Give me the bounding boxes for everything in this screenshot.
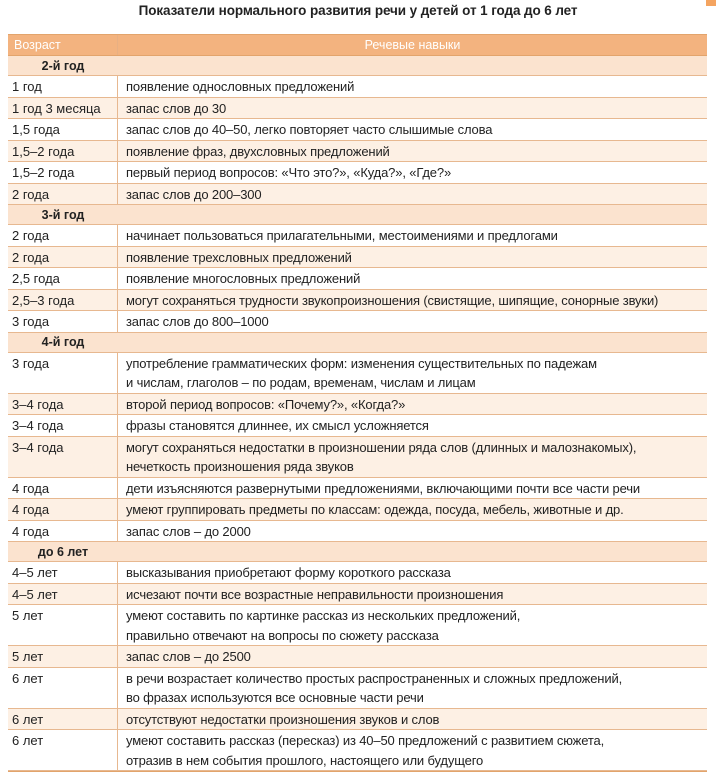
header-age: Возраст (8, 35, 118, 55)
table-row (8, 290, 707, 312)
skill-cell: запас слов до 30 (126, 100, 227, 116)
table-row (8, 584, 707, 606)
table-row (8, 709, 707, 731)
age-cell: 2 года (8, 247, 118, 268)
table-row (8, 184, 707, 206)
age-cell: 6 лет (8, 730, 118, 770)
skill-cell: запас слов до 200–300 (126, 186, 262, 202)
table-row (8, 605, 707, 646)
skill-cell: появление многословных предложений (126, 271, 361, 286)
skill-cell: появление однословных предложений (126, 79, 355, 94)
section-header (8, 56, 707, 76)
table-row (8, 521, 707, 543)
age-cell: 6 лет (8, 709, 118, 730)
table-row (8, 646, 707, 668)
table-row (8, 225, 707, 247)
skill-cell: дети изъясняются развернутыми предложениями, включающими почти все части речи (126, 480, 641, 496)
skill-cell: первый период вопросов: «Что это?», «Куда?», «Где?» (126, 165, 452, 180)
table-row (8, 394, 707, 416)
table-row (8, 162, 707, 184)
table-row (8, 98, 707, 120)
header-skills: Речевые навыки (364, 38, 461, 52)
skill-cell: умеют составить по картинке рассказ из нескольких предложений, правильно отвечают на вопросы по сюжету рассказа (126, 608, 521, 643)
section-header (8, 205, 707, 225)
table-row (8, 478, 707, 500)
table-body (8, 56, 707, 771)
skill-cell: употребление грамматических форм: изменения существительных по падежам и числам, глаголов – по родам, временам, числам и лицам (126, 355, 597, 390)
table-row (8, 562, 707, 584)
age-cell: 5 лет (8, 646, 118, 667)
age-cell: 3–4 года (8, 437, 118, 477)
table-header (8, 35, 707, 56)
skill-cell: появление фраз, двухсловных предложений (126, 143, 390, 159)
age-cell: 2 года (8, 184, 118, 205)
skill-cell: отсутствуют недостатки произношения звуков и слов (126, 711, 440, 727)
table-row (8, 668, 707, 709)
section-header (8, 333, 707, 353)
section-label: 3-й год (41, 207, 85, 222)
table-row (8, 141, 707, 163)
age-cell: 4–5 лет (8, 562, 118, 583)
table-row (8, 268, 707, 290)
age-cell: 2 года (8, 225, 118, 246)
age-cell: 4–5 лет (8, 584, 118, 605)
section-label: 4-й год (41, 335, 85, 349)
table-row (8, 730, 707, 771)
table-row (8, 76, 707, 98)
age-cell: 1,5–2 года (8, 141, 118, 162)
table-row (8, 415, 707, 437)
skill-cell: могут сохраняться трудности звукопроизношения (свистящие, шипящие, сонорные звуки) (126, 292, 659, 308)
skill-cell: второй период вопросов: «Почему?», «Когда?» (126, 396, 406, 412)
speech-development-table (8, 34, 707, 772)
age-cell: 4 года (8, 478, 118, 499)
skill-cell: исчезают почти все возрастные неправильности произношения (126, 586, 504, 602)
age-cell: 1 год 3 месяца (8, 98, 118, 119)
section-header (8, 542, 707, 562)
skill-cell: начинает пользоваться прилагательными, местоимениями и предлогами (126, 228, 558, 243)
section-label: до 6 лет (37, 544, 89, 559)
age-cell: 1,5 года (8, 119, 118, 140)
table-row (8, 311, 707, 333)
section-label: 2-й год (41, 58, 85, 73)
age-cell: 4 года (8, 521, 118, 542)
age-cell: 6 лет (8, 668, 118, 708)
age-cell: 1,5–2 года (8, 162, 118, 183)
skill-cell: фразы становятся длиннее, их смысл усложняется (126, 418, 429, 433)
table-row (8, 247, 707, 269)
skill-cell: запас слов – до 2500 (126, 649, 251, 664)
skill-cell: умеют составить рассказ (пересказ) из 40–50 предложений с развитием сюжета, отразив в нем события прошлого, настоящего или будущего (126, 733, 605, 768)
skill-cell: умеют группировать предметы по классам: одежда, посуда, мебель, животные и др. (126, 502, 624, 517)
skill-cell: запас слов до 800–1000 (126, 314, 269, 329)
age-cell: 3–4 года (8, 415, 118, 436)
table-row (8, 119, 707, 141)
age-cell: 4 года (8, 499, 118, 520)
skill-cell: запас слов до 40–50, легко повторяет часто слышимые слова (126, 122, 493, 137)
age-cell: 2,5–3 года (8, 290, 118, 311)
skill-cell: высказывания приобретают форму короткого рассказа (126, 565, 451, 580)
age-cell: 3–4 года (8, 394, 118, 415)
skill-cell: запас слов – до 2000 (126, 523, 251, 539)
skill-cell: появление трехсловных предложений (126, 249, 352, 265)
age-cell: 2,5 года (8, 268, 118, 289)
table-row (8, 353, 707, 394)
age-cell: 1 год (8, 76, 118, 97)
table-row (8, 437, 707, 478)
age-cell: 3 года (8, 353, 118, 393)
page-title: Показатели нормального развития речи у детей от 1 года до 6 лет (138, 3, 578, 18)
skill-cell: в речи возрастает количество простых распространенных и сложных предложений, во фразах используются все основные части речи (126, 670, 623, 705)
age-cell: 5 лет (8, 605, 118, 645)
table-row (8, 499, 707, 521)
skill-cell: могут сохраняться недостатки в произношении ряда слов (длинных и малознакомых), нечеткость произношения ряда звуков (126, 439, 637, 474)
age-cell: 3 года (8, 311, 118, 332)
